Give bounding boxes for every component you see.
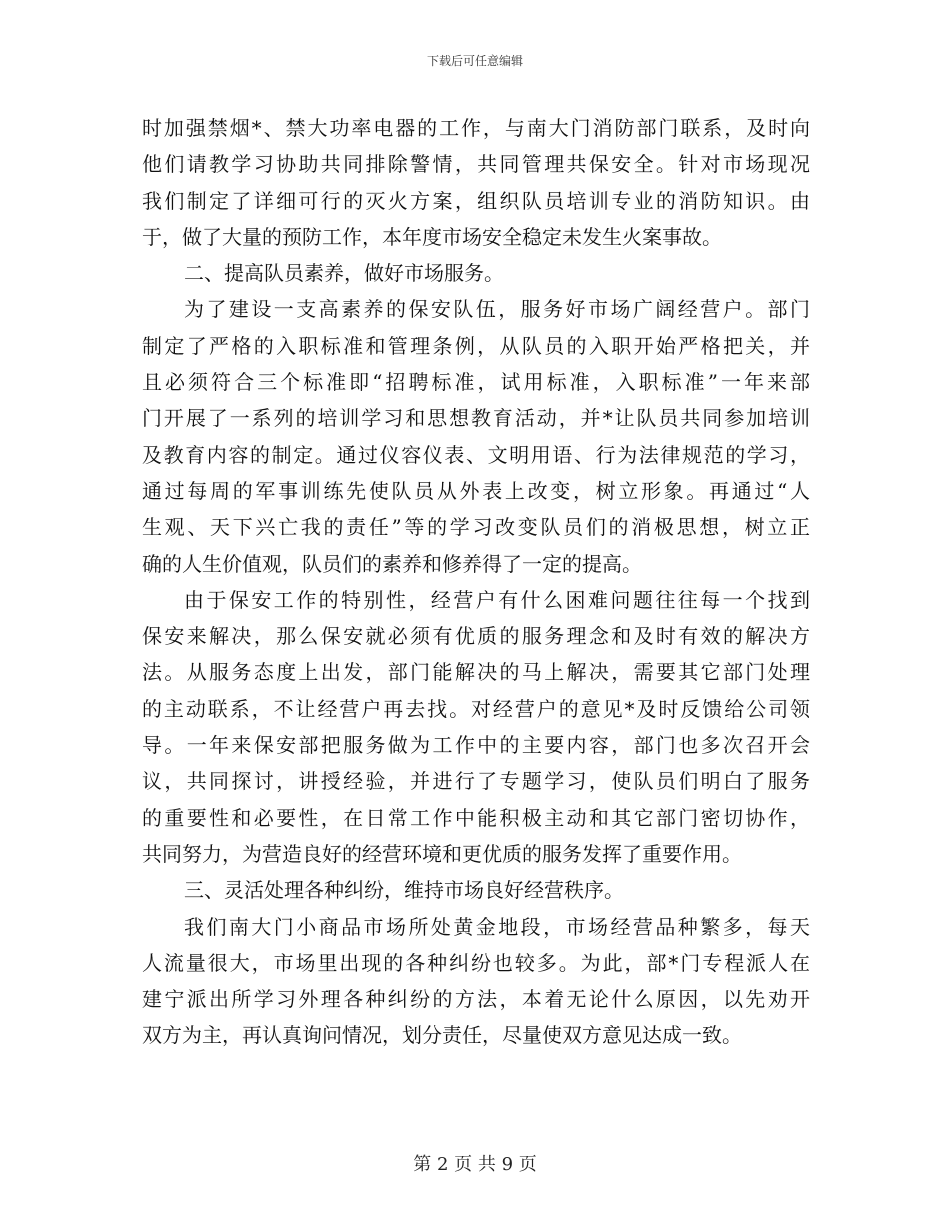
section-heading: 二、提高队员素养，做好市场服务。 [184,261,504,286]
text-line: 建宁派出所学习外理各种纠纷的方法，本着无论什么原因，以先劝开 [142,987,810,1012]
text-line: 双方为主，再认真询问情况，划分责任，尽量使双方意见达成一致。 [142,1023,742,1048]
text-line: 他们请教学习协助共同排除警情，共同管理共保安全。针对市场现况 [142,152,810,177]
text-line: 我们南大门小商品市场所处黄金地段，市场经营品种繁多，每天 [184,914,810,939]
text-line: 及教育内容的制定。通过仪容仪表、文明用语、行为法律规范的学习， [142,442,810,467]
text-line: 人流量很大，市场里出现的各种纠纷也较多。为此，部*门专程派人在 [142,950,810,975]
text-line: 且必须符合三个标准即“招聘标准，试用标准，入职标准”一年来部 [142,370,810,395]
text-line: 确的人生价值观，队员们的素养和修养得了一定的提高。 [142,551,642,576]
text-line: 保安来解决，那么保安就必须有优质的服务理念和及时有效的解决方 [142,624,810,649]
page-number: 第 2 页 共 9 页 [413,1154,537,1175]
section-heading: 三、灵活处理各种纠纷，维持市场良好经营秩序。 [184,878,624,903]
text-line: 议，共同探讨，讲授经验，并进行了专题学习，使队员们明白了服务 [142,769,810,794]
text-line: 的重要性和必要性，在日常工作中能积极主动和其它部门密切协作， [142,805,810,830]
text-line: 通过每周的军事训练先使队员从外表上改变，树立形象。再通过“人 [142,478,810,503]
header-note: 下载后可任意编辑 [426,54,523,68]
text-line: 为了建设一支高素养的保安队伍，服务好市场广阔经营户。部门 [184,297,810,322]
text-line: 导。一年来保安部把服务做为工作中的主要内容，部门也多次召开会 [142,733,810,758]
text-line: 制定了严格的入职标准和管理条例，从队员的入职开始严格把关，并 [142,333,810,358]
text-line: 于，做了大量的预防工作，本年度市场安全稳定未发生火案事故。 [142,224,722,249]
text-line: 生观、天下兴亡我的责任”等的学习改变队员们的消极思想，树立正 [142,515,810,540]
text-line: 由于保安工作的特别性，经营户有什么困难问题往往每一个找到 [184,587,810,612]
text-line: 的主动联系，不让经营户再去找。对经营户的意见*及时反馈给公司领 [142,696,810,721]
text-line: 门开展了一系列的培训学习和思想教育活动，并*让队员共同参加培训 [142,406,810,431]
text-line: 时加强禁烟*、禁大功率电器的工作，与南大门消防部门联系，及时向 [142,116,810,140]
text-line: 共同努力，为营造良好的经营环境和更优质的服务发挥了重要作用。 [142,841,742,866]
document-body [142,110,810,1054]
text-line: 法。从服务态度上出发，部门能解决的马上解决，需要其它部门处理 [142,660,810,685]
text-line: 我们制定了详细可行的灭火方案，组织队员培训专业的消防知识。由 [142,188,810,213]
